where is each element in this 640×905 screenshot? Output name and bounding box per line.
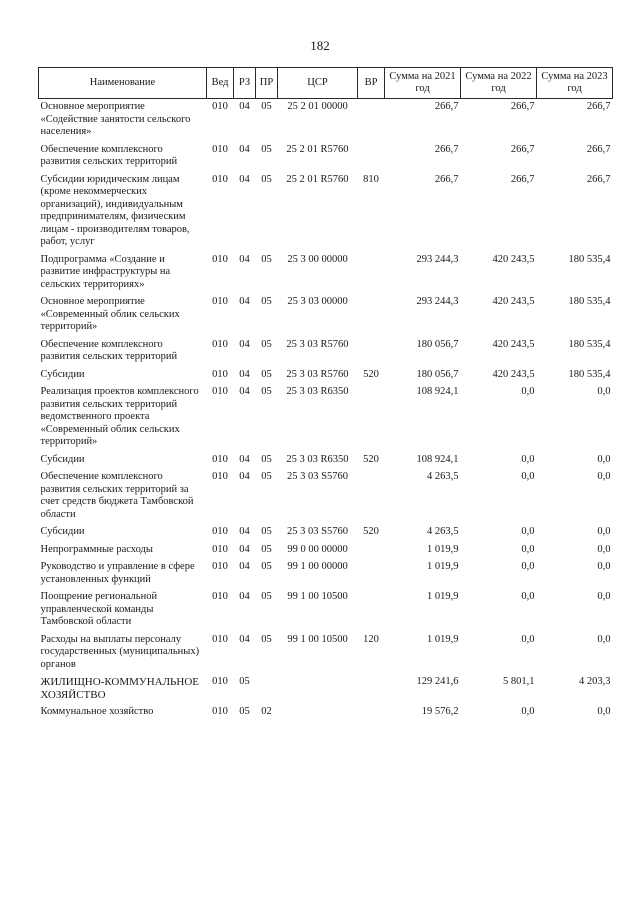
row-rz: 04 [239, 526, 250, 537]
row-sum-2023: 0,0 [597, 561, 611, 572]
row-sum-2021: 108 924,1 [416, 453, 459, 465]
row-name: Непрограммные расходы [40, 543, 153, 555]
row-vr [358, 704, 385, 722]
table-row [39, 384, 613, 452]
row-sum-2023: 0,0 [597, 471, 611, 482]
row-sum-2022: 0,0 [521, 633, 535, 645]
header-vr: ВР [358, 68, 385, 99]
row-sum-2022: 0,0 [521, 386, 535, 397]
row-ved: 010 [212, 633, 228, 645]
row-sum-2022: 266,7 [510, 101, 535, 112]
row-sum-2022: 0,0 [521, 591, 535, 602]
row-vr [358, 674, 385, 704]
page-number: 182 [310, 38, 330, 53]
row-rz: 04 [239, 471, 250, 482]
row-sum-2022: 0,0 [521, 453, 535, 465]
row-ved: 010 [212, 591, 228, 602]
table-row [39, 172, 613, 252]
row-rz: 05 [239, 706, 250, 717]
row-pr: 05 [261, 526, 272, 537]
row-sum-2021: 1 019,9 [427, 561, 459, 572]
row-pr: 05 [261, 253, 272, 265]
row-csr: 99 0 00 00000 [287, 543, 348, 555]
row-pr: 05 [261, 561, 272, 572]
row-sum-2021: 266,7 [434, 173, 459, 185]
row-name: Коммунальное хозяйство [40, 706, 154, 717]
row-pr [256, 674, 278, 704]
row-pr: 05 [261, 173, 272, 185]
row-name: Основное мероприятие «Современный облик сельских территорий» [40, 296, 180, 332]
row-sum-2022: 266,7 [510, 143, 535, 155]
row-pr: 05 [261, 386, 272, 397]
row-ved: 010 [212, 676, 228, 687]
row-sum-2023: 0,0 [597, 633, 611, 645]
row-csr: 25 2 01 R5760 [286, 173, 349, 185]
row-sum-2021: 19 576,2 [421, 706, 459, 717]
header-name: Наименование [39, 68, 207, 99]
row-rz: 04 [239, 296, 250, 307]
row-csr: 99 1 00 00000 [287, 561, 348, 572]
table-row [39, 294, 613, 337]
row-sum-2021: 180 056,7 [416, 338, 459, 350]
row-name: Основное мероприятие «Содействие занятости сельского населения» [40, 101, 191, 137]
row-pr: 05 [261, 471, 272, 482]
row-csr: 25 3 03 R5760 [286, 338, 349, 350]
row-ved: 010 [212, 526, 228, 537]
row-sum-2021: 293 244,3 [416, 253, 459, 265]
row-pr: 05 [261, 368, 272, 380]
table-row [39, 142, 613, 172]
row-rz: 04 [239, 561, 250, 572]
row-rz: 04 [239, 338, 250, 350]
row-sum-2023: 4 203,3 [579, 676, 611, 687]
table-row [39, 337, 613, 367]
row-vr: 520 [363, 526, 379, 537]
row-ved: 010 [212, 338, 228, 350]
row-ved: 010 [212, 386, 228, 397]
row-ved: 010 [212, 561, 228, 572]
row-rz: 04 [239, 173, 250, 185]
row-pr: 02 [261, 706, 272, 717]
row-csr [278, 704, 358, 722]
row-vr: 120 [363, 633, 379, 645]
row-sum-2023: 180 535,4 [568, 338, 611, 350]
row-name: Субсидии [40, 453, 85, 465]
row-sum-2021: 4 263,5 [427, 526, 459, 537]
row-rz: 04 [239, 591, 250, 602]
row-ved: 010 [212, 101, 228, 112]
row-sum-2021: 293 244,3 [416, 296, 459, 307]
row-name: Субсидии [40, 368, 85, 380]
table-row [39, 632, 613, 675]
row-sum-2023: 0,0 [597, 706, 611, 717]
row-name: Расходы на выплаты персоналу государственных (муниципальных) органов [40, 633, 200, 670]
row-pr: 05 [261, 633, 272, 645]
row-sum-2021: 180 056,7 [416, 368, 459, 380]
row-sum-2023: 180 535,4 [568, 368, 611, 380]
row-vr [358, 337, 385, 367]
row-sum-2023: 0,0 [597, 453, 611, 465]
header-pr: ПР [256, 68, 278, 99]
row-sum-2021: 108 924,1 [416, 386, 459, 397]
row-name: Обеспечение комплексного развития сельских территорий [40, 338, 178, 362]
row-csr: 25 3 03 R5760 [286, 368, 349, 380]
row-sum-2022: 0,0 [521, 543, 535, 555]
row-sum-2022: 420 243,5 [492, 253, 535, 265]
row-ved: 010 [212, 368, 228, 380]
row-name: Обеспечение комплексного развития сельских территорий [40, 143, 178, 167]
row-pr: 05 [261, 453, 272, 465]
row-rz: 04 [239, 453, 250, 465]
row-vr [358, 142, 385, 172]
row-name: Субсидии [40, 526, 85, 537]
table-header-row [39, 68, 613, 99]
row-sum-2023: 266,7 [586, 173, 611, 185]
row-rz: 04 [239, 253, 250, 265]
table-row [39, 559, 613, 589]
table-row [39, 524, 613, 542]
row-sum-2021: 129 241,6 [416, 676, 459, 687]
row-sum-2022: 0,0 [521, 561, 535, 572]
row-csr: 25 3 03 R6350 [286, 386, 349, 397]
row-vr: 520 [363, 368, 379, 380]
header-sum-2023: Сумма на 2023 год [537, 68, 613, 99]
row-rz: 04 [239, 633, 250, 645]
row-rz: 04 [239, 368, 250, 380]
row-sum-2022: 0,0 [521, 471, 535, 482]
row-ved: 010 [212, 253, 228, 265]
row-sum-2023: 266,7 [586, 101, 611, 112]
row-sum-2022: 0,0 [521, 526, 535, 537]
table-row [39, 674, 613, 704]
header-sum-2021: Сумма на 2021 год [385, 68, 461, 99]
row-sum-2021: 266,7 [434, 143, 459, 155]
row-name: Поощрение региональной управленческой команды Тамбовской области [40, 591, 158, 627]
row-ved: 010 [212, 173, 228, 185]
row-sum-2021: 1 019,9 [427, 543, 459, 555]
row-pr: 05 [261, 338, 272, 350]
row-sum-2023: 0,0 [597, 543, 611, 555]
table-row [39, 469, 613, 524]
table-row [39, 252, 613, 295]
row-rz: 04 [239, 386, 250, 397]
row-csr: 25 3 03 S5760 [287, 526, 348, 537]
row-ved: 010 [212, 453, 228, 465]
row-rz: 04 [239, 143, 250, 155]
row-vr [358, 99, 385, 142]
row-name: Реализация проектов комплексного развития сельских территорий ведомственного проекта «Современный облик сельских территорий» [40, 386, 199, 447]
row-pr: 05 [261, 143, 272, 155]
row-csr: 25 3 03 00000 [287, 296, 348, 307]
row-ved: 010 [212, 143, 228, 155]
row-pr: 05 [261, 591, 272, 602]
table-row [39, 367, 613, 385]
row-vr: 810 [363, 173, 379, 185]
row-name: Руководство и управление в сфере установленных функций [40, 561, 195, 585]
table-row [39, 704, 613, 722]
table-row [39, 542, 613, 560]
row-pr: 05 [261, 543, 272, 555]
row-vr [358, 252, 385, 295]
row-name: Подпрограмма «Создание и развитие инфраструктуры на сельских территориях» [40, 253, 171, 290]
row-pr: 05 [261, 296, 272, 307]
row-sum-2022: 0,0 [521, 706, 535, 717]
row-sum-2023: 0,0 [597, 526, 611, 537]
row-name: Субсидии юридическим лицам (кроме некоммерческих организаций), индивидуальным предпринимателям, физическим лицам - производителям товаров, работ, услуг [40, 173, 190, 247]
row-ved: 010 [212, 706, 228, 717]
row-sum-2021: 1 019,9 [427, 633, 459, 645]
row-sum-2022: 420 243,5 [492, 368, 535, 380]
table-row [39, 99, 613, 142]
row-csr: 25 3 03 S5760 [287, 471, 348, 482]
row-vr [358, 384, 385, 452]
row-ved: 010 [212, 471, 228, 482]
row-sum-2021: 266,7 [434, 101, 459, 112]
row-sum-2022: 5 801,1 [503, 676, 535, 687]
row-csr: 25 2 01 R5760 [286, 143, 349, 155]
row-name: ЖИЛИЩНО-КОММУНАЛЬНОЕ ХОЗЯЙСТВО [40, 676, 199, 701]
row-sum-2023: 266,7 [586, 143, 611, 155]
row-sum-2021: 1 019,9 [427, 591, 459, 602]
row-sum-2021: 4 263,5 [427, 471, 459, 482]
row-csr: 25 3 00 00000 [287, 253, 348, 265]
row-vr: 520 [363, 453, 379, 465]
row-csr [278, 674, 358, 704]
row-ved: 010 [212, 296, 228, 307]
row-rz: 05 [239, 676, 250, 687]
row-sum-2022: 420 243,5 [492, 338, 535, 350]
row-sum-2022: 420 243,5 [492, 296, 535, 307]
header-sum-2022: Сумма на 2022 год [461, 68, 537, 99]
row-sum-2023: 180 535,4 [568, 296, 611, 307]
row-csr: 25 2 01 00000 [287, 101, 348, 112]
row-csr: 25 3 03 R6350 [286, 453, 349, 465]
row-sum-2023: 0,0 [597, 386, 611, 397]
row-ved: 010 [212, 543, 228, 555]
row-name: Обеспечение комплексного развития сельских территорий за счет средств бюджета Тамбовской области [40, 471, 194, 520]
row-csr: 99 1 00 10500 [287, 591, 348, 602]
row-sum-2023: 0,0 [597, 591, 611, 602]
budget-table [38, 67, 613, 722]
table-row [39, 452, 613, 470]
row-rz: 04 [239, 101, 250, 112]
header-rz: РЗ [234, 68, 256, 99]
table-row [39, 589, 613, 632]
header-csr: ЦСР [278, 68, 358, 99]
row-vr [358, 469, 385, 524]
row-vr [358, 589, 385, 632]
row-csr: 99 1 00 10500 [287, 633, 348, 645]
row-vr [358, 294, 385, 337]
row-pr: 05 [261, 101, 272, 112]
header-ved: Вед [207, 68, 234, 99]
row-sum-2022: 266,7 [510, 173, 535, 185]
row-vr [358, 542, 385, 560]
row-sum-2023: 180 535,4 [568, 253, 611, 265]
row-vr [358, 559, 385, 589]
row-rz: 04 [239, 543, 250, 555]
